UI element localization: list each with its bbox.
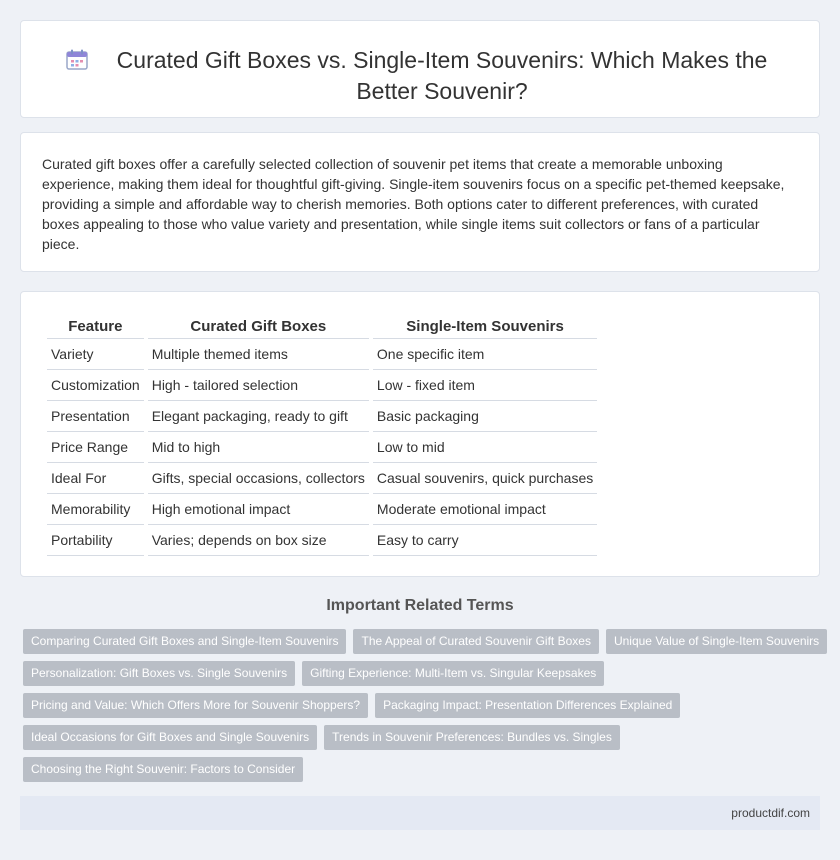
table-cell: Ideal For <box>47 463 144 494</box>
table-cell: Low - fixed item <box>373 370 597 401</box>
summary-paragraph: Curated gift boxes offer a carefully selected collection of souvenir pet items that create a memorable unboxing experience, making them ideal for thoughtful gift-giving. Single-item souvenirs focus on a specific pet-themed keepsake, providing a simple and affordable way to cherish memories. Both options cater to different preferences, with curated boxes appealing to those who value variety and presentation, while single items suit collectors or fans of a particular piece. <box>42 156 785 252</box>
table-cell: Moderate emotional impact <box>373 494 597 525</box>
table-header-row <box>47 315 597 339</box>
related-term-tag[interactable]: Unique Value of Single-Item Souvenirs <box>606 629 827 654</box>
table-row <box>47 339 597 370</box>
summary-card <box>20 132 820 272</box>
table-cell: Mid to high <box>148 432 369 463</box>
table-cell: High emotional impact <box>148 494 369 525</box>
table-row <box>47 494 597 525</box>
table-cell: Low to mid <box>373 432 597 463</box>
tag-row <box>23 629 823 654</box>
table-cell: Customization <box>47 370 144 401</box>
related-term-tag[interactable]: The Appeal of Curated Souvenir Gift Boxes <box>353 629 598 654</box>
table-cell: Basic packaging <box>373 401 597 432</box>
column-header-feature: Feature <box>47 315 144 339</box>
related-term-tag[interactable]: Pricing and Value: Which Offers More for Souvenir Shoppers? <box>23 693 368 718</box>
related-term-tag[interactable]: Personalization: Gift Boxes vs. Single Souvenirs <box>23 661 295 686</box>
header-card <box>20 20 820 118</box>
table-cell: Multiple themed items <box>148 339 369 370</box>
tag-row <box>23 693 823 718</box>
table-cell: Gifts, special occasions, collectors <box>148 463 369 494</box>
related-term-tag[interactable]: Trends in Souvenir Preferences: Bundles vs. Singles <box>324 725 620 750</box>
related-term-tag[interactable]: Ideal Occasions for Gift Boxes and Single Souvenirs <box>23 725 317 750</box>
table-cell: One specific item <box>373 339 597 370</box>
related-term-tag[interactable]: Packaging Impact: Presentation Differences Explained <box>375 693 680 718</box>
tag-row <box>23 757 823 782</box>
page-title: Curated Gift Boxes vs. Single-Item Souvenirs: Which Makes the Better Souvenir? <box>116 47 768 104</box>
tag-row <box>23 661 823 686</box>
table-cell: Price Range <box>47 432 144 463</box>
related-term-tag[interactable]: Gifting Experience: Multi-Item vs. Singular Keepsakes <box>302 661 604 686</box>
footer-bar <box>20 796 820 830</box>
column-header-curated-gift-boxes: Curated Gift Boxes <box>148 315 369 339</box>
table-cell: High - tailored selection <box>148 370 369 401</box>
comparison-table-card <box>20 291 820 577</box>
table-cell: Easy to carry <box>373 525 597 556</box>
table-cell: Varies; depends on box size <box>148 525 369 556</box>
tag-row <box>23 725 823 750</box>
footer-site-link[interactable]: productdif.com <box>731 806 810 820</box>
column-header-single-item-souvenirs: Single-Item Souvenirs <box>373 315 597 339</box>
table-row <box>47 463 597 494</box>
table-cell: Presentation <box>47 401 144 432</box>
table-row <box>47 370 597 401</box>
table-row <box>47 525 597 556</box>
table-cell: Portability <box>47 525 144 556</box>
comparison-table <box>43 315 601 556</box>
related-terms-heading: Important Related Terms <box>326 597 514 614</box>
related-term-tag[interactable]: Comparing Curated Gift Boxes and Single-Item Souvenirs <box>23 629 346 654</box>
table-cell: Casual souvenirs, quick purchases <box>373 463 597 494</box>
related-terms-list <box>23 629 823 789</box>
table-row <box>47 401 597 432</box>
table-cell: Memorability <box>47 494 144 525</box>
table-row <box>47 432 597 463</box>
table-cell: Elegant packaging, ready to gift <box>148 401 369 432</box>
table-cell: Variety <box>47 339 144 370</box>
related-term-tag[interactable]: Choosing the Right Souvenir: Factors to Consider <box>23 757 303 782</box>
